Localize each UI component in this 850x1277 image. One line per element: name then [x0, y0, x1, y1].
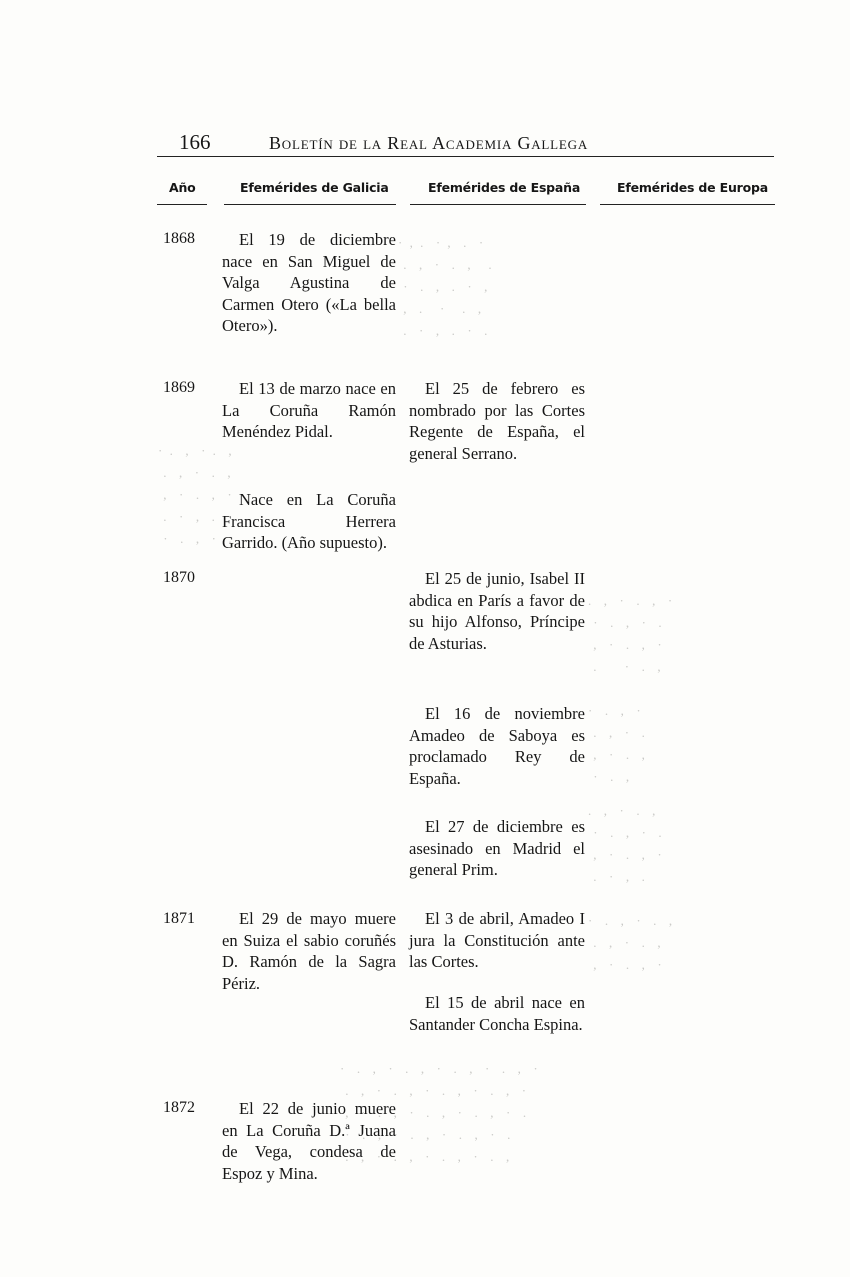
show-through-marks: . , · . , · · . , · . , · . , · . · . ,	[588, 593, 675, 674]
espana-entry: El 27 de diciembre es asesinado en Madrid el general Prim.	[409, 817, 585, 879]
column-rule-galicia	[224, 204, 396, 205]
espana-entry: El 25 de febrero es nombrado por las Cortes Regente de España, el general Serrano.	[409, 379, 585, 463]
running-title: Boletín de la Real Academia Gallega	[269, 133, 589, 153]
espana-entry: El 16 de noviembre Amadeo de Saboya es proclamado Rey de España.	[409, 704, 585, 788]
year-cell: 1872	[163, 1099, 195, 1116]
column-header-year: Año	[169, 180, 196, 195]
year-cell: 1869	[163, 379, 195, 396]
show-through-marks: · . , · . , . , · . , , · . , · . · , . · · . , · .	[158, 443, 234, 546]
galicia-entry: El 19 de diciembre nace en San Miguel de Valga Agustina de Carmen Otero («La bella Otero»).	[222, 230, 396, 335]
galicia-entry: El 22 de junio muere en La Coruña D.ª Juana de Vega, condesa de Espoz y Mina.	[222, 1099, 396, 1183]
show-through-marks: · , . · , . · . , · . , . · . , . · , , . · . , . · , . · .	[398, 235, 494, 338]
page-header	[157, 130, 774, 157]
page-number: 166	[179, 130, 211, 154]
column-header-espana: Efemérides de España	[428, 180, 581, 195]
column-rule-europa	[600, 204, 775, 205]
show-through-marks: · . , · . , · . , · . , · . , · . , · . , · . , · , · . , · . , · . , · . · . , · . , · . , · . . , · . , · . , · . ,	[340, 1061, 540, 1164]
espana-entry: El 3 de abril, Amadeo I jura la Constitución ante las Cortes.	[409, 909, 585, 971]
year-cell: 1871	[163, 910, 195, 927]
column-header-europa: Efemérides de Europa	[617, 180, 768, 195]
column-rule-year	[157, 204, 207, 205]
column-header-galicia: Efemérides de Galicia	[240, 180, 389, 195]
column-rule-espana	[410, 204, 586, 205]
show-through-marks: . , · . , · . , · . , · . , · . · , .	[588, 803, 664, 884]
espana-entry: El 25 de junio, Isabel II abdica en París a favor de su hijo Alfonso, Príncipe de Asturias.	[409, 569, 585, 653]
espana-entry: El 15 de abril nace en Santander Concha Espina.	[409, 993, 585, 1034]
show-through-marks: · . , · . , · . , · . , · . ,	[588, 703, 647, 784]
year-cell: 1870	[163, 569, 195, 586]
galicia-entry: El 13 de marzo nace en La Coruña Ramón Menéndez Pidal.	[222, 379, 396, 441]
year-cell: 1868	[163, 230, 195, 247]
galicia-entry: El 29 de mayo muere en Suiza el sabio coruñés D. Ramón de la Sagra Périz.	[222, 909, 396, 993]
galicia-entry: Nace en La Coruña Francisca Herrera Garrido. (Año supuesto).	[222, 490, 396, 552]
show-through-marks: · . , · . , . , · . , , · . , ·	[588, 913, 675, 972]
